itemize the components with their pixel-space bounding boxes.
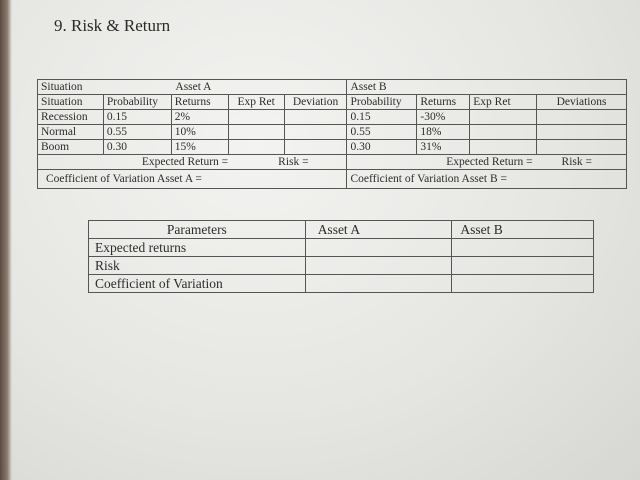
table-row <box>89 239 594 257</box>
col-header: Asset A <box>305 221 452 239</box>
table-row <box>89 257 594 275</box>
table-row <box>38 155 627 170</box>
asset-a-value <box>305 257 452 275</box>
situation-cell: Normal <box>38 125 104 140</box>
ret-a-cell: 15% <box>171 140 228 155</box>
dev-a-cell <box>284 140 347 155</box>
dev-b-cell <box>537 140 627 155</box>
prob-a-cell: 0.15 <box>103 110 171 125</box>
col-header: Exp Ret <box>470 95 537 110</box>
col-header: Probability <box>347 95 417 110</box>
risk-a-label: Risk = <box>228 155 347 170</box>
table-header-row <box>38 95 627 110</box>
table-row <box>38 125 627 140</box>
asset-a-value <box>305 239 452 257</box>
expret-a-cell <box>228 125 284 140</box>
page-title: 9. Risk & Return <box>54 16 171 35</box>
table-row <box>38 80 627 95</box>
cv-asset-a-label: Coefficient of Variation Asset A = <box>38 170 347 189</box>
col-header: Probability <box>103 95 171 110</box>
dev-b-cell <box>537 125 627 140</box>
col-header: Deviation <box>284 95 347 110</box>
col-header: Returns <box>417 95 470 110</box>
expret-b-cell <box>470 125 537 140</box>
col-header: Returns <box>171 95 228 110</box>
prob-a-cell: 0.55 <box>103 125 171 140</box>
asset-b-heading: Asset B <box>347 80 627 95</box>
prob-b-cell: 0.15 <box>347 110 417 125</box>
cv-asset-b-label: Coefficient of Variation Asset B = <box>347 170 627 189</box>
dev-a-cell <box>284 125 347 140</box>
expret-b-cell <box>470 110 537 125</box>
asset-b-value <box>452 275 594 293</box>
expret-a-cell <box>228 110 284 125</box>
col-header: Parameters <box>89 221 306 239</box>
prob-a-cell: 0.30 <box>103 140 171 155</box>
col-header: Deviations <box>537 95 627 110</box>
situation-cell: Boom <box>38 140 104 155</box>
ret-b-cell: 18% <box>417 125 470 140</box>
asset-b-value <box>452 239 594 257</box>
ret-a-cell: 2% <box>171 110 228 125</box>
situation-top-label: Situation <box>38 80 104 95</box>
ret-a-cell: 10% <box>171 125 228 140</box>
expected-return-a-label: Expected Return = <box>38 155 229 170</box>
table-row <box>38 140 627 155</box>
parameter-label: Risk <box>89 257 306 275</box>
expret-b-cell <box>470 140 537 155</box>
expected-return-b-label: Expected Return = <box>347 155 537 170</box>
asset-b-value <box>452 257 594 275</box>
desk-edge <box>0 0 12 480</box>
parameter-label: Coefficient of Variation <box>89 275 306 293</box>
parameter-label: Expected returns <box>89 239 306 257</box>
asset-a-value <box>305 275 452 293</box>
table-row <box>38 110 627 125</box>
risk-b-label: Risk = <box>537 155 627 170</box>
ret-b-cell: 31% <box>417 140 470 155</box>
col-header: Asset B <box>452 221 594 239</box>
expret-a-cell <box>228 140 284 155</box>
dev-b-cell <box>537 110 627 125</box>
prob-b-cell: 0.55 <box>347 125 417 140</box>
table-row <box>89 275 594 293</box>
dev-a-cell <box>284 110 347 125</box>
situation-cell: Recession <box>38 110 104 125</box>
parameters-table <box>88 220 594 293</box>
asset-a-heading: Asset A <box>103 80 347 95</box>
risk-return-table <box>37 79 627 189</box>
col-header: Exp Ret <box>228 95 284 110</box>
prob-b-cell: 0.30 <box>347 140 417 155</box>
table-header-row <box>89 221 594 239</box>
col-header: Situation <box>38 95 104 110</box>
ret-b-cell: -30% <box>417 110 470 125</box>
table-row <box>38 170 627 189</box>
